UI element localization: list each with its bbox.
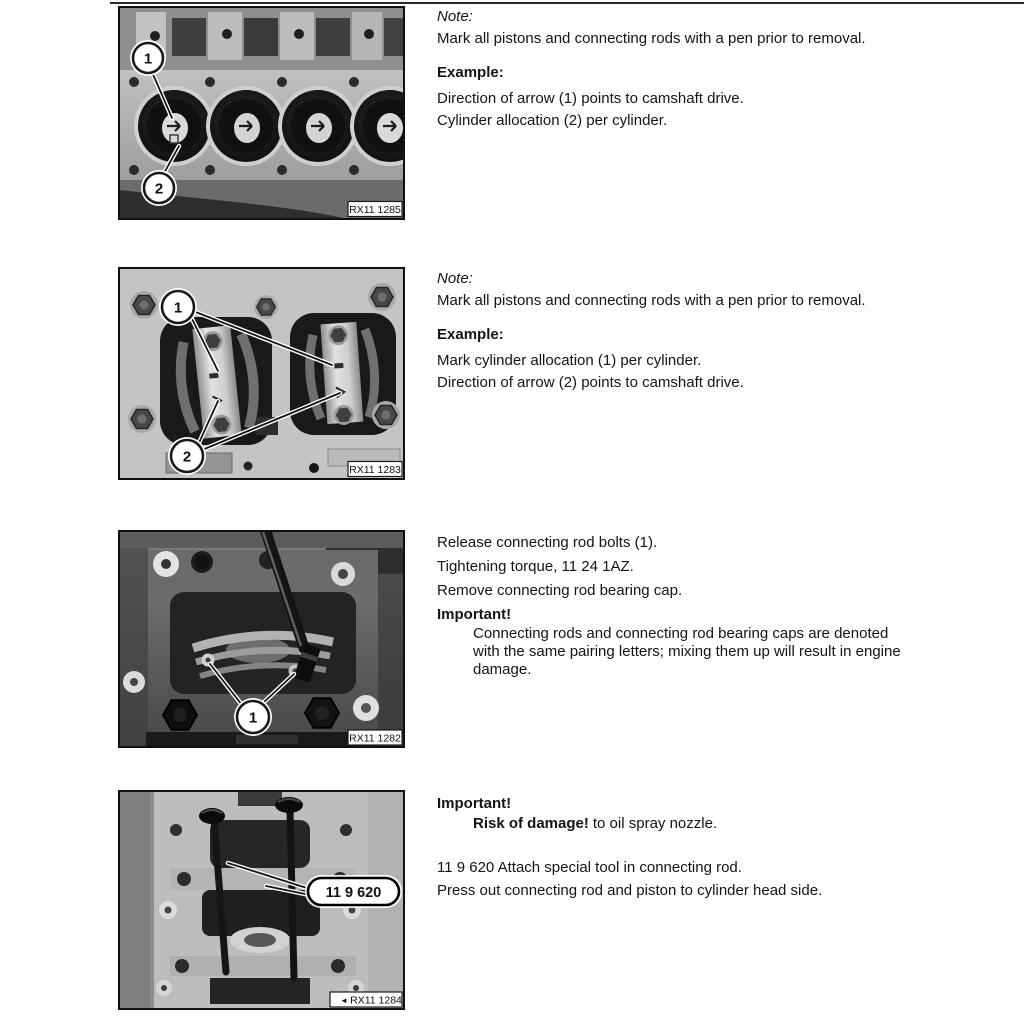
instruction-line: Cylinder allocation (2) per cylinder. — [437, 112, 668, 129]
instruction-line: Mark cylinder allocation (1) per cylinder. — [437, 352, 702, 369]
crankcase-frame — [148, 550, 378, 596]
callout-1-number: 1 — [248, 709, 258, 727]
bearing-cavity — [170, 592, 356, 694]
figure-connecting-rods-underside — [118, 267, 405, 480]
example-label: Example: — [437, 64, 504, 81]
cylinder-allocation-stamp — [209, 373, 218, 379]
example-label: Example: — [437, 326, 504, 343]
instruction-line: 11 9 620 Attach special tool in connecting rod. — [437, 859, 742, 876]
figure-special-tool-press-out — [118, 790, 405, 1010]
svg-text:RX11 1284: RX11 1284 — [350, 994, 402, 1007]
instruction-line: Direction of arrow (1) points to camshaft drive. — [437, 90, 744, 107]
instruction-line: Tightening torque, 11 24 1AZ. — [437, 558, 634, 575]
figure-connecting-rod-bolts — [118, 530, 405, 748]
note-text: Mark all pistons and connecting rods with a pen prior to removal. — [437, 292, 866, 309]
note-label: Note: — [437, 270, 473, 287]
instruction-line: Direction of arrow (2) points to camshaft drive. — [437, 374, 744, 391]
svg-text:RX11 1283: RX11 1283 — [349, 464, 401, 476]
figure-engine-block-top-view — [118, 6, 405, 220]
important-text-line: Connecting rods and connecting rod bearing caps are denoted — [473, 625, 889, 642]
tool-number-text: 11 9 620 — [325, 885, 382, 901]
note-label: Note: — [437, 8, 473, 25]
top-divider-rule — [110, 2, 1024, 4]
instruction-line: Remove connecting rod bearing cap. — [437, 582, 683, 599]
important-label: Important! — [437, 795, 512, 812]
important-label: Important! — [437, 606, 512, 623]
important-text-line: damage. — [473, 661, 532, 678]
photo-rx11-1284 — [118, 790, 405, 1010]
note-text: Mark all pistons and connecting rods with a pen prior to removal. — [437, 30, 866, 47]
instruction-line: Press out connecting rod and piston to cylinder head side. — [437, 882, 823, 899]
svg-text:RX11 1282: RX11 1282 — [349, 732, 401, 745]
risk-of-damage-line — [473, 814, 907, 834]
figure-ref-arrow-icon: ◄ — [340, 996, 348, 1005]
photo-rx11-1285 — [118, 6, 405, 220]
callout-1-number: 1 — [173, 299, 183, 317]
figure-id-label — [348, 730, 402, 745]
figure-id-label — [348, 202, 402, 217]
photo-rx11-1283 — [118, 267, 405, 480]
important-text-line: with the same pairing letters; mixing them up will result in engine — [473, 643, 901, 660]
figure-id-label — [330, 992, 402, 1007]
instructions-section-4 — [437, 792, 907, 902]
callout-1-number: 1 — [143, 50, 153, 68]
instructions-section-2 — [437, 268, 907, 394]
callout-2-number: 2 — [182, 448, 192, 466]
instruction-line: Release connecting rod bolts (1). — [437, 534, 658, 551]
figure-id-label — [348, 462, 402, 477]
risk-label: Risk of damage! — [473, 815, 589, 832]
instructions-section-3 — [437, 531, 907, 679]
photo-rx11-1282 — [118, 530, 405, 748]
callout-2-number: 2 — [154, 180, 164, 198]
risk-text: to oil spray nozzle. — [592, 815, 718, 832]
svg-text:RX11 1285: RX11 1285 — [349, 204, 401, 216]
instructions-section-1 — [437, 6, 907, 132]
